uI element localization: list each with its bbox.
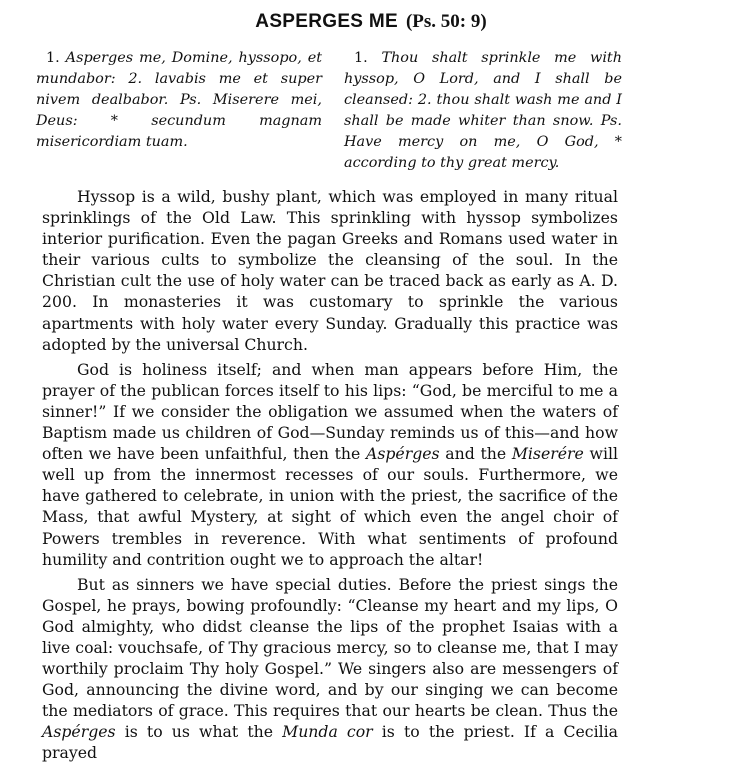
heading-reference: (Ps. 50: 9)	[405, 11, 487, 32]
antiphon-latin	[36, 48, 322, 153]
paragraph-holiness-part1: God is holiness itself; and when man appears before Him, the prayer of the publican forces itself to his lips: “God, be merciful to me a sinner!” If we consider the obligation we assumed when the waters of Baptism made us children of God—Sunday reminds us of this—and how often we have been unfaithful, then the	[42, 359, 618, 464]
antiphon-latin-text: Asperges me, Domine, hyssopo, et mundabor: 2. lavabis me et super nivem dealbabor. Ps. Miserere mei, Deus: * secundum magnam misericordiam tuam.	[36, 50, 322, 150]
term-asperges: Aspérges	[365, 444, 440, 464]
paragraph-holiness-part2: and the	[439, 444, 512, 464]
paragraph-hyssop: Hyssop is a wild, bushy plant, which was employed in many ritual sprinklings of the Old Law. This sprinkling with hyssop symbolizes interior purification. Even the pagan Greeks and Romans used water in their various cults to symbolize the cleansing of the soul. In the Christian cult the use of holy water can be traced back as early as A. D. 200. In monasteries it was customary to sprinkle the various apartments with holy water every Sunday. Gradually this practice was adopted by the universal Church.	[42, 187, 618, 354]
term-miserere: Miserére	[511, 444, 584, 464]
commentary-body	[42, 186, 618, 768]
paragraph-sinners-part1: But as sinners we have special duties. Before the priest sings the Gospel, he prays, bowing profoundly: “Cleanse my heart and my lips, O God almighty, who didst cleanse the lips of the prophet Isaias with a live coal: vouchsafe, of Thy gracious mercy, so to cleanse me, that I may worthily proclaim Thy holy Gospel.” We singers also are messengers of God, announcing the divine word, and by our singing we can become the mediators of grace. This requires that our hearts be clean. Thus the	[42, 574, 618, 721]
term-munda-cor: Munda cor	[282, 722, 373, 742]
paragraph-sinners-part2: is to us what the	[115, 722, 283, 742]
antiphon-english-text: Thou shalt sprinkle me with hyssop, O Lord, and I shall be cleansed: 2. thou shalt wash me and I shall be made whiter than snow. Ps. Have mercy on me, O God, * according to thy great mercy.	[344, 50, 622, 171]
term-asperges-2: Aspérges	[42, 722, 116, 742]
heading-title: ASPERGES ME	[255, 11, 398, 32]
page-heading	[0, 8, 742, 35]
paragraph-holiness-part3: will well up from the innermost recesses of our souls. Furthermore, we have gathered to celebrate, in union with the priest, the sacrifice of the Mass, that awful Mystery, at sight of which even the angel choir of Powers trembles in reverence. With what sentiments of profound humility and contrition ought we to approach the altar!	[42, 444, 618, 569]
antiphon-english-number: 1.	[354, 50, 368, 66]
antiphon-english	[344, 48, 622, 174]
paragraph-sinners	[42, 574, 618, 764]
paragraph-holiness	[42, 359, 618, 570]
antiphon-latin-number: 1.	[46, 50, 60, 66]
paragraph-sinners-part3: is to the priest. If a Cecilia prayed	[42, 722, 618, 763]
